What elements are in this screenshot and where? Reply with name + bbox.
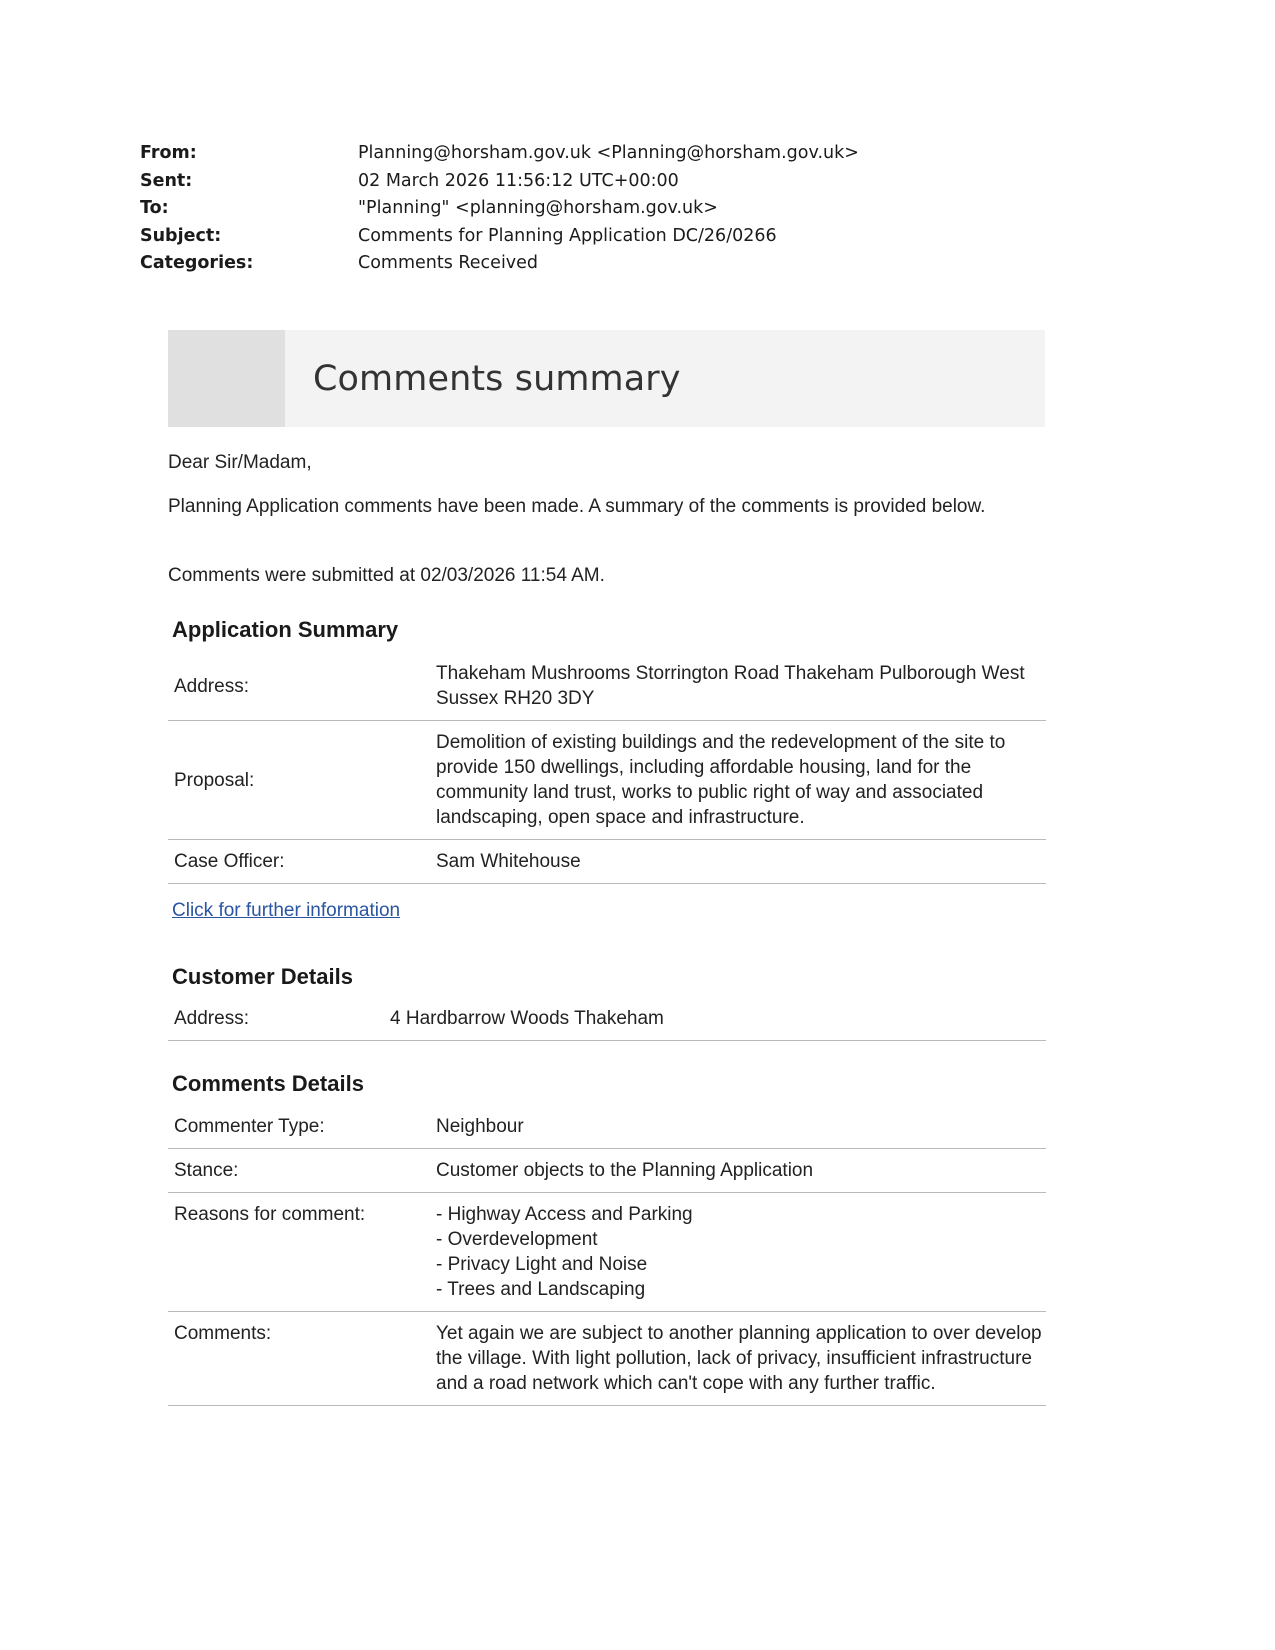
case-officer-value: Sam Whitehouse xyxy=(432,840,1046,884)
email-subject-label: Subject: xyxy=(140,225,222,246)
table-row xyxy=(168,999,1046,1041)
email-subject-value: Comments for Planning Application DC/26/0266 xyxy=(358,225,777,246)
table-row xyxy=(168,1193,1046,1312)
email-from-label: From: xyxy=(140,143,197,163)
email-header-row-sent xyxy=(140,168,1100,196)
reasons-list xyxy=(432,1193,1046,1312)
stance-value: Customer objects to the Planning Application xyxy=(432,1149,1046,1193)
email-categories-value: Comments Received xyxy=(358,253,539,273)
email-header-row-subject xyxy=(140,223,1100,251)
comments-details-table xyxy=(168,1105,1046,1406)
customer-address-value: 4 Hardbarrow Woods Thakeham xyxy=(386,999,1046,1041)
table-row xyxy=(168,1149,1046,1193)
comments-value: Yet again we are subject to another planning application to over develop the village. With light pollution, lack of privacy, insufficient infrastructure and a road network which can't cope with any further traffic. xyxy=(432,1312,1046,1406)
application-proposal-label: Proposal: xyxy=(168,721,432,840)
customer-details-table xyxy=(168,999,1046,1041)
list-item: - Privacy Light and Noise xyxy=(436,1254,648,1275)
list-item: - Trees and Landscaping xyxy=(436,1279,646,1300)
email-sent-value: 02 March 2026 11:56:12 UTC+00:00 xyxy=(358,170,679,191)
email-header-row-from xyxy=(140,140,1100,168)
list-item: - Highway Access and Parking xyxy=(436,1204,693,1225)
application-proposal-value: Demolition of existing buildings and the redevelopment of the site to provide 150 dwellings, including affordable housing, land for the community land trust, works to public right of way and associated landscaping, open space and infrastructure. xyxy=(432,721,1046,840)
email-header-row-to xyxy=(140,195,1100,223)
table-row xyxy=(168,1105,1046,1149)
table-row xyxy=(168,840,1046,884)
comments-summary-banner xyxy=(168,330,1045,427)
submitted-text: Comments were submitted at 02/03/2026 11:54 AM. xyxy=(168,565,605,586)
email-header-row-categories xyxy=(140,250,1100,278)
application-address-value: Thakeham Mushrooms Storrington Road Thakeham Pulborough West Sussex RH20 3DY xyxy=(432,652,1046,721)
commenter-type-value: Neighbour xyxy=(432,1105,1046,1149)
list-item: - Overdevelopment xyxy=(436,1229,598,1250)
table-row xyxy=(168,1312,1046,1406)
further-information-link[interactable]: Click for further information xyxy=(172,900,401,921)
table-row xyxy=(168,652,1046,721)
stance-label: Stance: xyxy=(168,1149,432,1193)
customer-address-label: Address: xyxy=(168,999,386,1041)
email-categories-label: Categories: xyxy=(140,253,254,273)
email-to-value: "Planning" <planning@horsham.gov.uk> xyxy=(358,198,718,218)
comments-details-heading: Comments Details xyxy=(172,1071,364,1096)
commenter-type-label: Commenter Type: xyxy=(168,1105,432,1149)
email-from-value: Planning@horsham.gov.uk <Planning@horsham.gov.uk> xyxy=(358,143,859,163)
page-title: Comments summary xyxy=(313,358,681,399)
table-row xyxy=(168,721,1046,840)
case-officer-label: Case Officer: xyxy=(168,840,432,884)
comments-label: Comments: xyxy=(168,1312,432,1406)
application-summary-heading: Application Summary xyxy=(172,617,399,642)
reasons-label: Reasons for comment: xyxy=(168,1193,432,1312)
greeting-text: Dear Sir/Madam, xyxy=(168,452,312,473)
application-address-label: Address: xyxy=(168,652,432,721)
email-sent-label: Sent: xyxy=(140,170,193,191)
email-to-label: To: xyxy=(140,198,169,218)
customer-details-heading: Customer Details xyxy=(172,964,353,989)
application-summary-table xyxy=(168,652,1046,884)
banner-logo-placeholder xyxy=(168,330,285,427)
intro-text: Planning Application comments have been made. A summary of the comments is provided below. xyxy=(168,496,986,517)
email-header xyxy=(140,140,1100,278)
